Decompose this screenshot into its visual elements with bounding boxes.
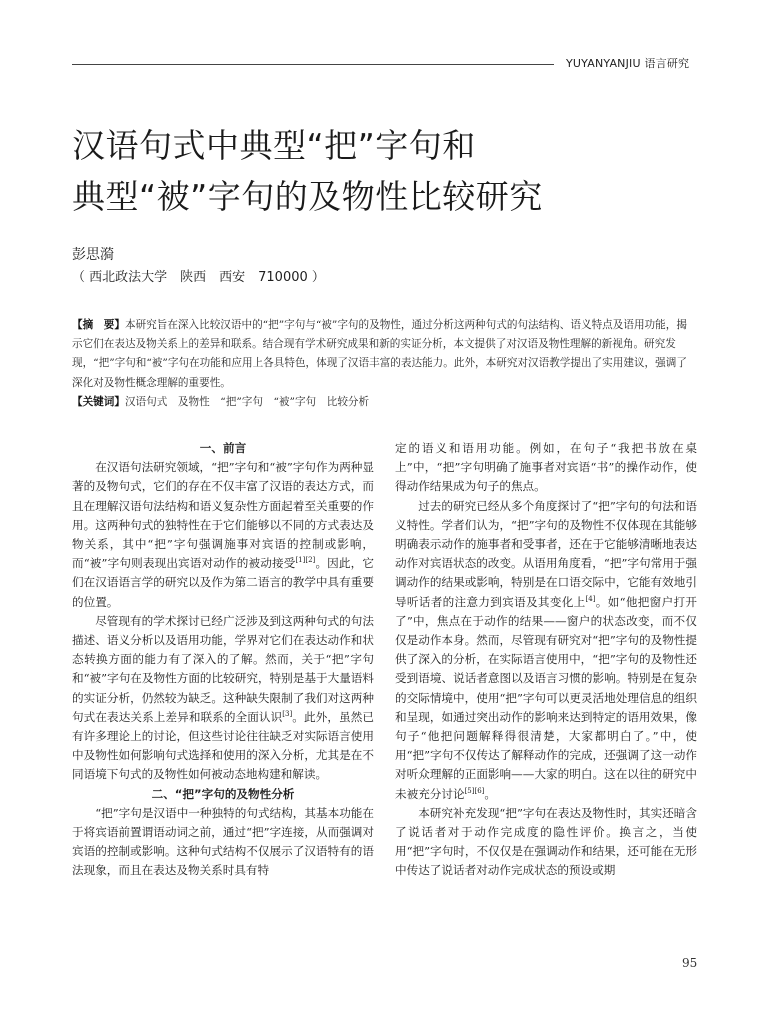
body-paragraph — [72, 612, 374, 785]
citation-ref: [1][2] — [295, 556, 316, 565]
body-text: 。因此，它们在汉语语言学的研究以及作为第二语言的教学中具有重要的位置。 — [72, 556, 374, 609]
page-number: 95 — [682, 956, 698, 970]
abstract-paragraph — [72, 316, 696, 393]
title-line-2: 典型“被”字句的及物性比较研究 — [72, 177, 543, 216]
section-heading-ba-analysis: 二、“把”字句的及物性分析 — [151, 786, 295, 801]
body-text: 。如“他把窗户打开了”中，焦点在于动作的结果——窗户的状态改变，而不仅仅是动作本身。然而，尽管现有研究对“把”字句的及物性提供了深入的分析，在实际语言使用中，“把”字句的及物性还受到语境、说话者意图以及语言习惯的影响。特别是在复杂的交际情境中，使用“把”字句可以更灵活地处理信息的组织和呈现，如通过突出动作的影响来达到特定的语用效果，像句子“他把问题解释得很清楚，大家都明白了。”中，使用“把”字句不仅传达了解释动作的完成，还强调了这一动作对听众理解的正面影响——大家的明白。这在以往的研究中未被充分讨论 — [395, 594, 697, 801]
citation-ref: [5][6] — [464, 786, 485, 795]
header-rule — [72, 64, 554, 65]
section-heading-introduction: 一、前言 — [199, 441, 247, 455]
body-paragraph — [72, 458, 374, 612]
title-line-1: 汉语句式中典型“把”字句和 — [72, 126, 476, 165]
body-paragraph-continued: 定的语义和语用功能。例如，在句子“我把书放在桌上”中，“把”字句明确了施事者对宾语“书”的操作动作，使得动作结果成为句子的焦点。 — [395, 441, 697, 494]
keywords-paragraph — [72, 393, 696, 412]
body-text: 在汉语句法研究领域，“把”字句和“被”字句作为两种显著的及物句式，它们的存在不仅丰富了汉语的表达方式，而且在理解汉语句法结构和语义复杂性方面起着至关重要的作用。这两种句式的独特性在于它们能够以不同的方式表达及物关系，其中“把”字句强调施事对宾语的控制或影响，而“被”字句则表现出宾语对动作的被动接受 — [72, 460, 374, 571]
body-paragraph: “把”字句是汉语中一种独特的句式结构，其基本功能在于将宾语前置谓语动词之前，通过“把”字连接，从而强调对宾语的控制或影响。这种句式结构不仅展示了汉语特有的语法现象，而且在表达及物关系时具有特 — [72, 805, 374, 878]
keywords-text: 汉语句式 及物性 “把”字句 “被”字句 比较分析 — [124, 395, 370, 408]
body-paragraph — [395, 497, 697, 804]
keywords-label: 【关键词】 — [72, 395, 125, 408]
body-text: 过去的研究已经从多个角度探讨了“把”字句的句法和语义特性。学者们认为，“把”字句的及物性不仅体现在其能够明确表示动作的施事者和受事者，还在于它能够清晰地表达动作对宾语状态的改变。从语用角度看，“把”字句常用于强调动作的结果或影响，特别是在口语交际中，它能有效地引导听话者的注意力到宾语及其变化上 — [395, 498, 697, 609]
right-column — [395, 439, 697, 881]
body-paragraph: 本研究补充发现“把”字句在表达及物性时，其实还暗含了说话者对于动作完成度的隐性评价。换言之，当使用“把”字句时，不仅仅是在强调动作和结果，还可能在无形中传达了说话者对动作完成状态的预设或期 — [395, 805, 697, 878]
article-title — [72, 120, 692, 222]
left-column — [72, 439, 374, 881]
abstract-block — [72, 316, 696, 412]
citation-ref: [3] — [282, 709, 293, 718]
abstract-label: 【摘 要】 — [72, 319, 125, 331]
abstract-text: 本研究旨在深入比较汉语中的“把”字句与“被”字句的及物性，通过分析这两种句式的句法结构、语义特点及语用功能，揭示它们在表达及物关系上的差异和联系。结合现有学术研究成果和新的实证分析，本文提供了对汉语及物性理解的新视角。研究发现，“把”字句和“被”字句在功能和应用上各具特色，体现了汉语丰富的表达能力。此外，本研究对汉语教学提出了实用建议，强调了深化对及物性概念理解的重要性。 — [72, 319, 687, 389]
author-affiliation: （ 西北政法大学 陕西 西安 710000 ） — [72, 270, 325, 285]
body-text: 。 — [484, 786, 497, 801]
running-header: YUYANYANJIU 语言研究 — [566, 57, 690, 70]
body-text: 。此外，虽然已有许多理论上的讨论，但这些讨论往往缺乏对实际语言使用中及物性如何影响句式选择和使用的深入分析，尤其是在不同语境下句式的及物性如何被动态地构建和解读。 — [72, 709, 374, 782]
author-name: 彭思漪 — [72, 247, 114, 263]
citation-ref: [4] — [585, 594, 596, 603]
body-text: 尽管现有的学术探讨已经广泛涉及到这两种句式的句法描述、语义分析以及语用功能，学界对它们在表达动作和状态转换方面的能力有了深入的了解。然而，关于“把”字句和“被”字句在及物性方面的比较研究，特别是基于大量语料的实证分析，仍然较为缺乏。这种缺失限制了我们对这两种句式在表达关系上差异和联系的全面认识 — [72, 613, 374, 724]
